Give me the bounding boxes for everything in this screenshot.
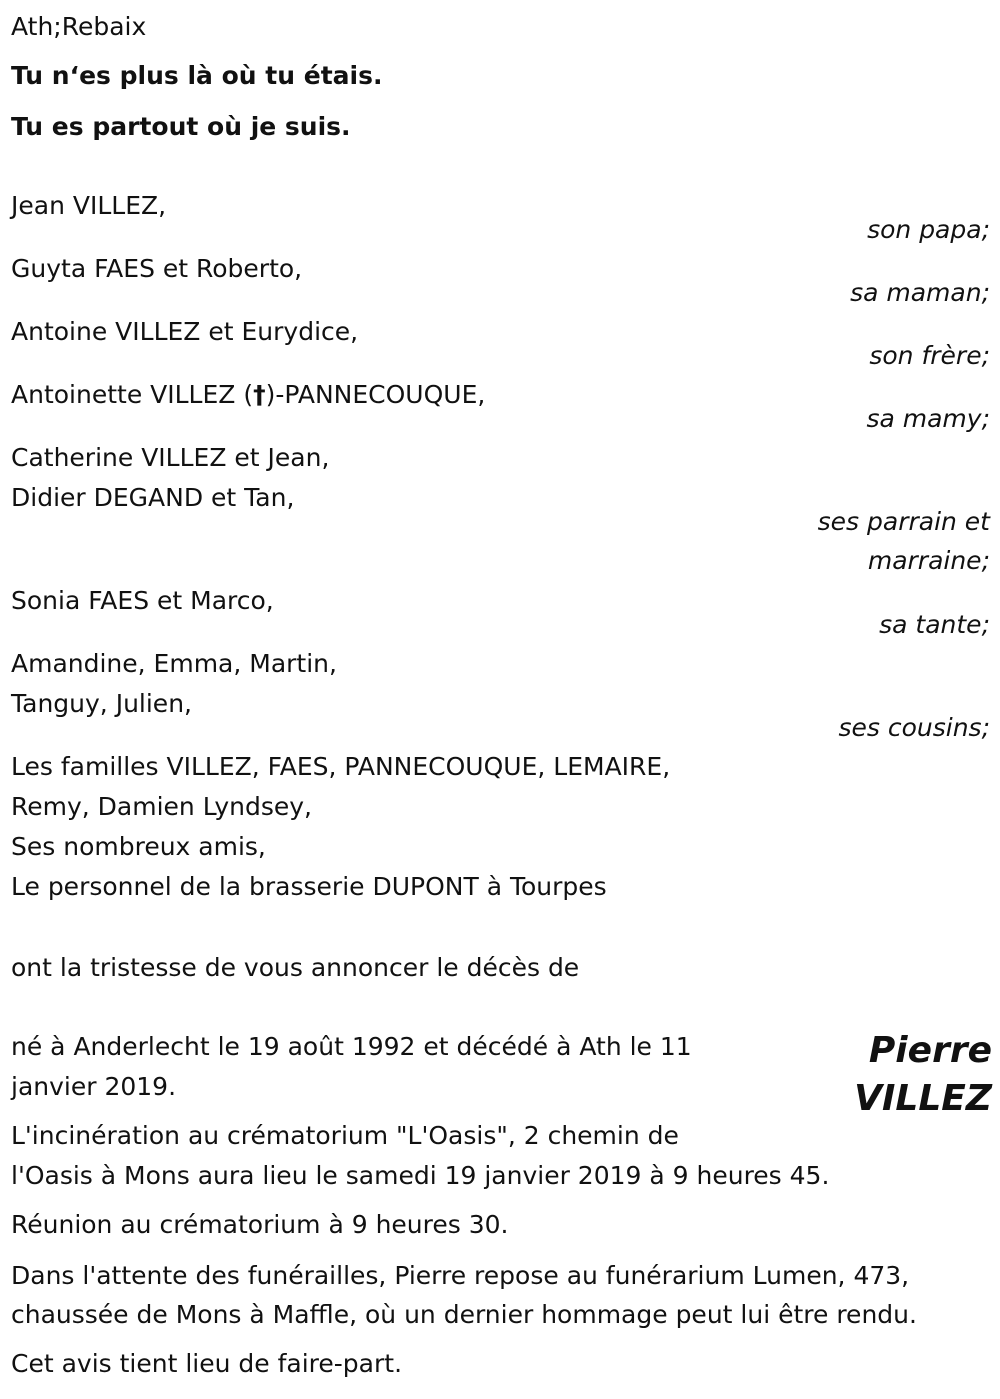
others-line-4: Le personnel de la brasserie DUPONT à Tourpes [11, 872, 607, 901]
deceased-first-name: Pierre [868, 1030, 992, 1071]
family-name-godmother: Catherine VILLEZ et Jean, [11, 443, 330, 472]
grandmother-name-part2: )-PANNECOUQUE, [265, 380, 486, 409]
deceased-name [792, 1027, 992, 1123]
family-name-cousins-line1: Amandine, Emma, Martin, [11, 649, 337, 678]
location: Ath;Rebaix [11, 12, 147, 41]
relation-cousins: ses cousins; [838, 713, 990, 742]
grandmother-name-part1: Antoinette VILLEZ ( [11, 380, 254, 409]
announcement: ont la tristesse de vous annoncer le décès de [11, 953, 580, 982]
family-name-father: Jean VILLEZ, [11, 191, 167, 220]
relation-mother: sa maman; [850, 278, 990, 307]
funerarium-line-2: chaussée de Mons à Maffle, où un dernier hommage peut lui être rendu. [11, 1300, 917, 1329]
cross-icon: † [253, 380, 266, 409]
quote-line-1: Tu n‘es plus là où tu étais. [11, 61, 383, 90]
others-line-1: Les familles VILLEZ, FAES, PANNECOUQUE, LEMAIRE, [11, 752, 671, 781]
relation-brother: son frère; [869, 341, 990, 370]
family-name-grandmother [11, 382, 485, 407]
relation-father: son papa; [867, 215, 990, 244]
quote-line-2: Tu es partout où je suis. [11, 112, 351, 141]
funerarium-line-1: Dans l'attente des funérailles, Pierre repose au funérarium Lumen, 473, [11, 1261, 910, 1290]
family-name-godfather: Didier DEGAND et Tan, [11, 483, 295, 512]
meeting-info: Réunion au crématorium à 9 heures 30. [11, 1210, 509, 1239]
cremation-line-2: l'Oasis à Mons aura lieu le samedi 19 janvier 2019 à 9 heures 45. [11, 1161, 830, 1190]
others-line-3: Ses nombreux amis, [11, 832, 266, 861]
family-name-cousins-line2: Tanguy, Julien, [11, 689, 192, 718]
others-line-2: Remy, Damien Lyndsey, [11, 792, 313, 821]
relation-godparents-line2: marraine; [867, 546, 990, 575]
family-name-mother: Guyta FAES et Roberto, [11, 254, 303, 283]
relation-godparents-line1: ses parrain et [817, 507, 990, 536]
closing-note: Cet avis tient lieu de faire-part. [11, 1349, 403, 1378]
relation-aunt: sa tante; [879, 610, 990, 639]
relation-grandmother: sa mamy; [866, 404, 990, 433]
birth-line-1: né à Anderlecht le 19 août 1992 et décédé à Ath le 11 [11, 1032, 692, 1061]
cremation-line-1: L'incinération au crématorium "L'Oasis", 2 chemin de [11, 1121, 679, 1150]
family-name-brother: Antoine VILLEZ et Eurydice, [11, 317, 359, 346]
deceased-last-name: VILLEZ [854, 1078, 992, 1119]
family-name-aunt: Sonia FAES et Marco, [11, 586, 274, 615]
birth-line-2: janvier 2019. [11, 1072, 177, 1101]
